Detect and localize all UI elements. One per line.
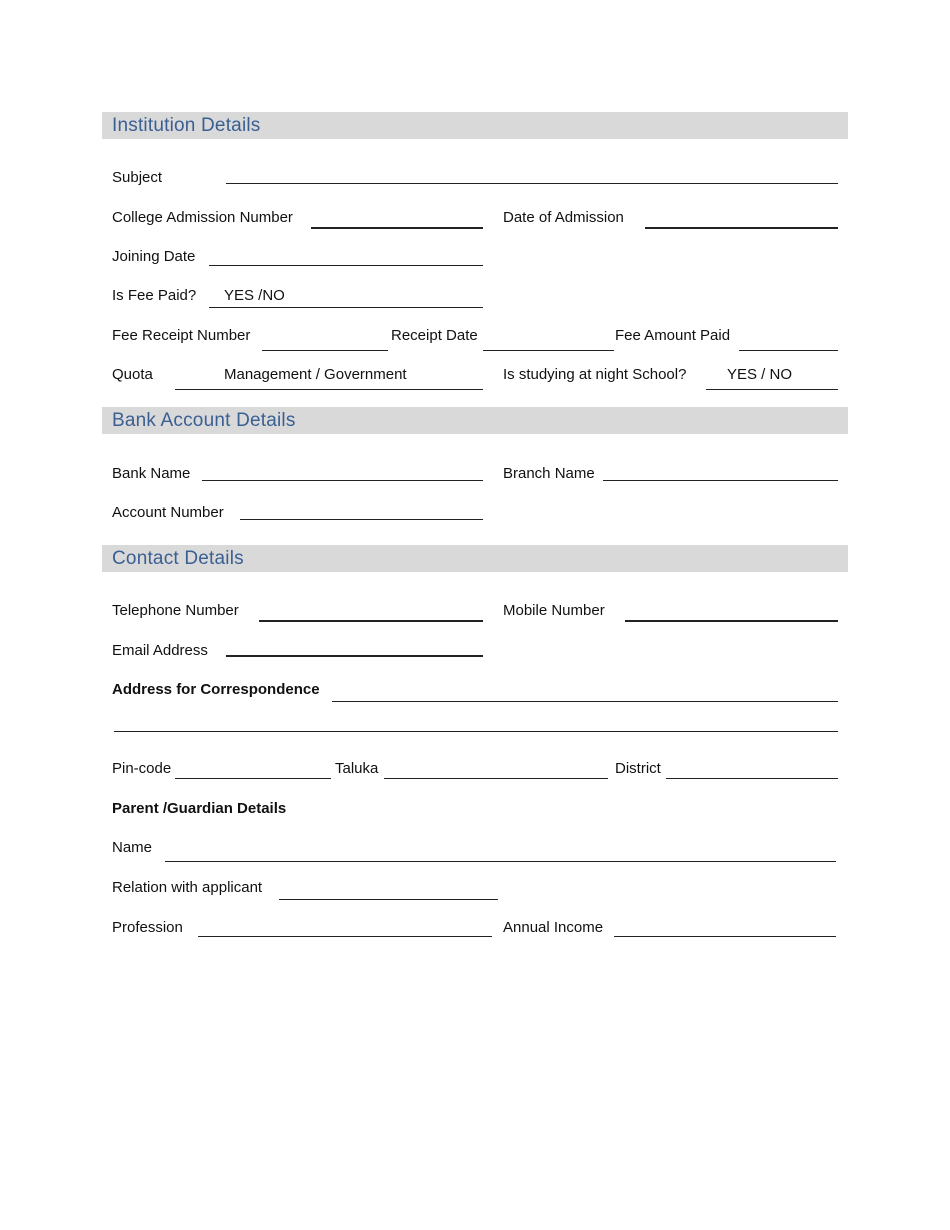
guardian-name-field[interactable] <box>165 841 836 862</box>
address-label: Address for Correspondence <box>112 681 320 698</box>
telephone-number-field[interactable] <box>259 600 483 622</box>
institution-section-title: Institution Details <box>112 115 261 136</box>
branch-name-field[interactable] <box>603 460 838 481</box>
bank-name-label: Bank Name <box>112 465 191 482</box>
date-of-admission-field[interactable] <box>645 207 838 229</box>
night-school-value: YES / NO <box>727 366 793 383</box>
bank-section-header <box>102 407 848 434</box>
joining-date-field[interactable] <box>209 245 483 266</box>
fee-receipt-number-label: Fee Receipt Number <box>112 327 251 344</box>
address-field-line-2[interactable] <box>114 711 838 732</box>
quota-value: Management / Government <box>224 366 407 383</box>
pincode-label: Pin-code <box>112 760 172 777</box>
mobile-number-label: Mobile Number <box>503 602 605 619</box>
joining-date-label: Joining Date <box>112 248 196 265</box>
is-fee-paid-value: YES /NO <box>224 287 285 304</box>
branch-name-label: Branch Name <box>503 465 595 482</box>
taluka-label: Taluka <box>335 760 379 777</box>
profession-label: Profession <box>112 919 183 936</box>
receipt-date-field[interactable] <box>483 330 614 351</box>
subject-field[interactable] <box>226 163 838 184</box>
address-field-line-1[interactable] <box>332 681 838 702</box>
relation-field[interactable] <box>279 879 498 900</box>
college-admission-number-field[interactable] <box>311 207 483 229</box>
telephone-number-label: Telephone Number <box>112 602 239 619</box>
district-field[interactable] <box>666 758 838 779</box>
account-number-field[interactable] <box>240 499 483 520</box>
annual-income-field[interactable] <box>614 916 836 937</box>
bank-section-title: Bank Account Details <box>112 410 296 431</box>
is-fee-paid-label: Is Fee Paid? <box>112 287 197 304</box>
profession-field[interactable] <box>198 916 492 937</box>
taluka-field[interactable] <box>384 758 608 779</box>
annual-income-label: Annual Income <box>503 919 604 936</box>
fee-amount-paid-field[interactable] <box>739 330 838 351</box>
pincode-field[interactable] <box>175 758 331 779</box>
institution-section-header <box>102 112 848 139</box>
account-number-label: Account Number <box>112 504 224 521</box>
district-label: District <box>615 760 661 777</box>
contact-section-title: Contact Details <box>112 548 244 569</box>
contact-section-header <box>102 545 848 572</box>
guardian-name-label: Name <box>112 839 153 856</box>
quota-label: Quota <box>112 366 153 383</box>
mobile-number-field[interactable] <box>625 600 838 622</box>
date-of-admission-label: Date of Admission <box>503 209 624 226</box>
email-address-label: Email Address <box>112 642 208 659</box>
subject-label: Subject <box>112 169 163 186</box>
email-address-field[interactable] <box>226 635 483 657</box>
fee-amount-paid-label: Fee Amount Paid <box>615 327 731 344</box>
night-school-label: Is studying at night School? <box>503 366 687 383</box>
bank-name-field[interactable] <box>202 460 483 481</box>
relation-label: Relation with applicant <box>112 879 263 896</box>
guardian-heading: Parent /Guardian Details <box>112 800 287 817</box>
fee-receipt-number-field[interactable] <box>262 330 388 351</box>
college-admission-number-label: College Admission Number <box>112 209 293 226</box>
receipt-date-label: Receipt Date <box>391 327 478 344</box>
